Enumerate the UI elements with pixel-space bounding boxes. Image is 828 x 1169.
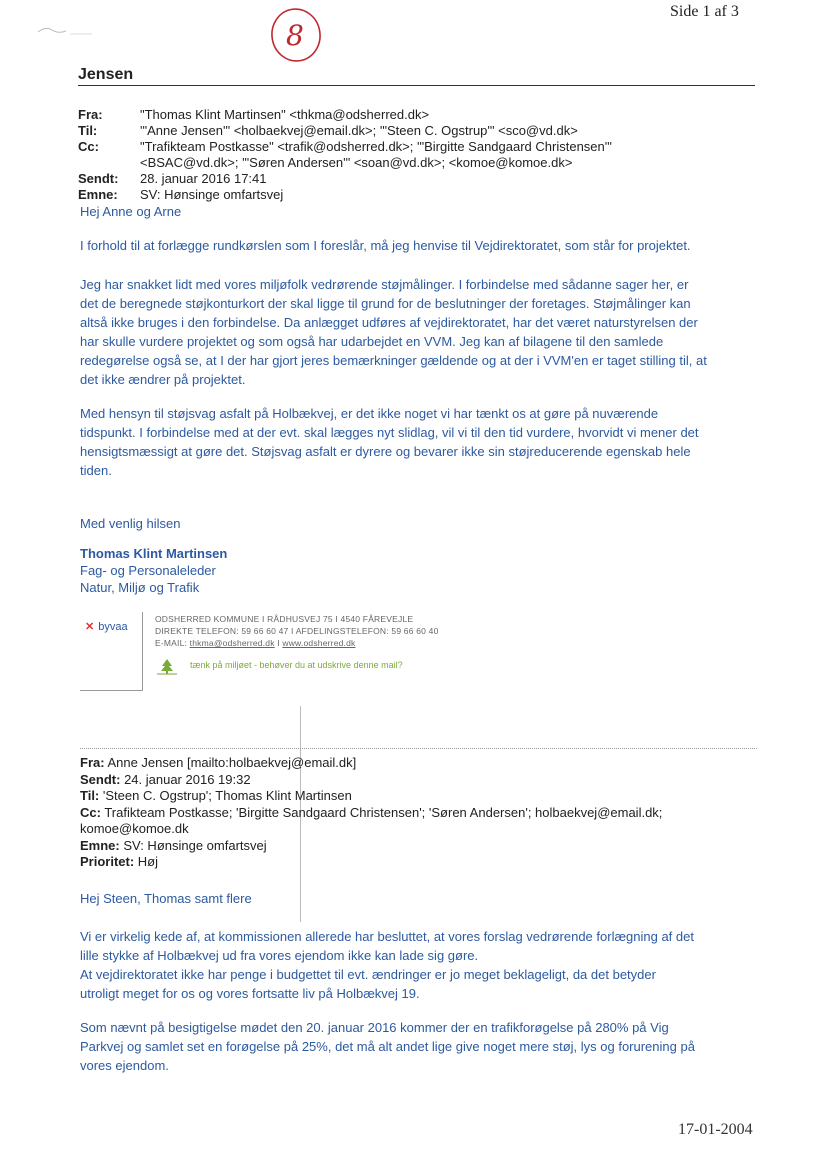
broken-image: [85, 620, 128, 633]
fwd-sent-row: [80, 772, 760, 789]
fwd-cc-value-2: komoe@komoe.dk: [80, 821, 189, 836]
circled-number-stamp: [268, 3, 328, 65]
from-value: "Thomas Klint Martinsen" <thkma@odsherred.dk>: [140, 107, 430, 122]
fwd-paragraph-1-line: At vejdirektoratet ikke har penge i budgettet til evt. ændringer er jo meget beklageligt, da det betyder: [80, 967, 656, 982]
fwd-paragraph-1: [80, 927, 760, 1003]
paragraph-2-line: har skulle vurdere projektet og som også har udarbejdet en VVM. Jeg kan af bilagene til den samlede: [80, 334, 664, 349]
broken-image-alt: byvaa: [98, 621, 128, 633]
print-header-name: Jensen: [78, 66, 134, 83]
email-subject-row: [78, 187, 284, 203]
fwd-cc-label: Cc:: [80, 804, 101, 820]
to-label: Til:: [78, 123, 98, 138]
fwd-subject-row: [80, 838, 760, 855]
broken-image-icon: ✕: [85, 621, 95, 633]
paragraph-3-line: Med hensyn til støjsvag asfalt på Holbækvej, er det ikke noget vi har tænkt os at gøre på nuværende: [80, 406, 659, 421]
stamp-number: 8: [286, 19, 304, 52]
fwd-greeting: Hej Steen, Thomas samt flere: [80, 891, 252, 906]
fwd-to-value: 'Steen C. Ogstrup'; Thomas Klint Martinsen: [99, 788, 352, 803]
footer-separator: I: [274, 638, 283, 648]
scan-smudge: [36, 22, 96, 38]
footer-address: ODSHERRED KOMMUNE I RÅDHUSVEJ 75 I 4540 FÅREVEJLE: [155, 614, 414, 624]
fwd-paragraph-2: [80, 1018, 760, 1075]
footer-contacts: [155, 638, 355, 648]
paragraph-2-line: redegørelse også se, at I der har gjort jeres bemærkninger gældende og at der i VVM'en er taget stilling til, at: [80, 353, 707, 368]
fwd-priority-row: [80, 854, 760, 871]
fwd-subject-value: SV: Hønsinge omfartsvej: [119, 837, 267, 853]
fwd-cc-row: [80, 805, 760, 822]
fwd-priority-label: Prioritet:: [80, 854, 135, 869]
paragraph-2-line: Jeg har snakket lidt med vores miljøfolk vedrørende støjmålinger. I forbindelse med sådanne sager her, er: [80, 277, 689, 292]
fwd-paragraph-2-line: Parkvej og samlet set en forøgelse på 25%, det må alt andet lige give noget mere støj, lys og forurening på: [80, 1039, 695, 1054]
forwarded-header: [80, 755, 760, 871]
footer-phones: DIREKTE TELEFON: 59 66 60 47 I AFDELINGSTELEFON: 59 66 60 40: [155, 626, 439, 636]
cc-value-2: <BSAC@vd.dk>; '"Søren Andersen'" <soan@vd.dk>; <komoe@komoe.dk>: [140, 155, 573, 170]
fwd-paragraph-1-line: lille stykke af Holbækvej ud fra vores ejendom ikke kan lade sig gøre.: [80, 948, 479, 963]
from-label: Fra:: [78, 107, 103, 122]
sent-value: 28. januar 2016 17:41: [140, 171, 267, 186]
fwd-sent-value: 24. januar 2016 19:32: [120, 771, 251, 787]
to-value: '"Anne Jensen'" <holbaekvej@email.dk>; '"Steen C. Ogstrup'" <sco@vd.dk>: [140, 123, 578, 138]
paragraph-3-line: tidspunkt. I forbindelse med at der evt. skal lægges nyt slidlag, vil vi til den tid vurdere, hvorvidt vi mener det: [80, 425, 699, 440]
paragraph-2: [80, 275, 760, 389]
footer-date: 17-01-2004: [678, 1121, 753, 1138]
email-to-row: [78, 123, 578, 139]
greeting: Hej Anne og Arne: [80, 204, 182, 219]
fwd-subject-label: Emne:: [80, 837, 120, 853]
fwd-from-row: [80, 755, 760, 772]
paragraph-3: [80, 404, 760, 480]
page-number: Side 1 af 3: [670, 3, 739, 20]
cc-value-1: "Trafikteam Postkasse" <trafik@odsherred.dk>; '"Birgitte Sandgaard Christensen'": [140, 139, 612, 154]
fwd-to-label: Til:: [80, 788, 100, 803]
email-sent-row: [78, 171, 267, 187]
fwd-to-row: [80, 788, 760, 805]
email-from-row: [78, 107, 430, 123]
signature-title: Fag- og Personaleleder: [80, 563, 216, 578]
fwd-paragraph-1-line: utroligt meget for os og vores fortsatte liv på Holbækvej 19.: [80, 986, 420, 1001]
paragraph-2-line: det de beregnede støjkonturkort der skal ligge til grund for de beslutninger der foretages. Støjmålinger kan: [80, 296, 691, 311]
footer-email-link[interactable]: thkma@odsherred.dk: [189, 638, 275, 648]
paragraph-3-line: hensigtsmæssigt at gøre det. Støjsvag asfalt er dyrere og bevarer ikke sin støjreducerende egenskab hele: [80, 444, 691, 459]
fwd-paragraph-2-line: vores ejendom.: [80, 1058, 169, 1073]
signature-department: Natur, Miljø og Trafik: [80, 580, 200, 595]
header-divider: [78, 85, 755, 86]
sent-label: Sendt:: [78, 171, 119, 186]
paragraph-1: I forhold til at forlægge rundkørslen som I foreslår, må jeg henvise til Vejdirektoratet, som står for projektet.: [80, 238, 691, 253]
paragraph-2-line: altså ikke bruges i den forbindelse. Da anlægget udføres af vejdirektoratet, har det været naturstyrelsen der: [80, 315, 698, 330]
paragraph-3-line: tiden.: [80, 463, 112, 478]
fwd-paragraph-2-line: Som nævnt på besigtigelse mødet den 20. januar 2016 kommer der en trafikforøgelse på 280% på Vig: [80, 1020, 669, 1035]
fwd-cc-value-1: Trafikteam Postkasse; 'Birgitte Sandgaard Christensen'; 'Søren Andersen'; holbaekvej@email.dk;: [100, 804, 663, 820]
forward-divider: [80, 748, 757, 749]
footer-web-link[interactable]: www.odsherred.dk: [282, 638, 356, 648]
closing: Med venlig hilsen: [80, 516, 181, 531]
fwd-from-label: Fra:: [80, 755, 105, 770]
email-cc-row: [78, 139, 612, 155]
signature: [80, 545, 760, 596]
fwd-priority-value: Høj: [134, 854, 159, 869]
footer-email-label: E-MAIL:: [155, 638, 190, 648]
fwd-from-value: Anne Jensen [mailto:holbaekvej@email.dk]: [104, 755, 357, 770]
paragraph-2-line: det ikke ændrer på projektet.: [80, 372, 246, 387]
subject-label: Emne:: [78, 187, 118, 202]
fwd-sent-label: Sendt:: [80, 771, 121, 787]
signature-name: Thomas Klint Martinsen: [80, 546, 228, 561]
subject-value: SV: Hønsinge omfartsvej: [140, 187, 284, 202]
cc-label: Cc:: [78, 139, 99, 154]
fwd-paragraph-1-line: Vi er virkelig kede af, at kommissionen allerede har besluttet, at vores forslag vedrørende forlægning af det: [80, 929, 694, 944]
eco-tree-icon: [156, 657, 178, 675]
eco-note: tænk på miljøet - behøver du at udskrive denne mail?: [190, 660, 403, 670]
